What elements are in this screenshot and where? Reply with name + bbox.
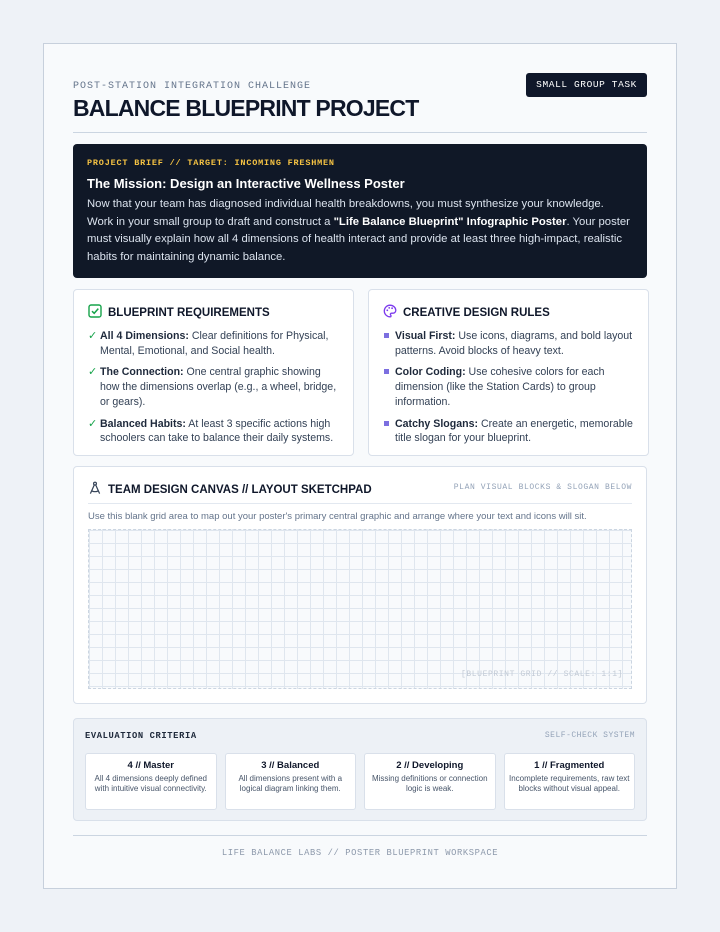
level-description: Incomplete requirements, raw text blocks without visual appeal. — [509, 774, 630, 794]
list-item — [88, 329, 339, 358]
square-bullet-icon — [384, 333, 389, 338]
item-text: Clear definitions for Physical, Mental, Emotional, and Social health. — [100, 330, 329, 357]
level-card-fragmented — [504, 753, 636, 810]
check-icon: ✓ — [88, 417, 98, 430]
footer-divider — [73, 835, 647, 836]
header-eyebrow: POST-STATION INTEGRATION CHALLENGE — [73, 81, 312, 92]
list-item — [88, 365, 339, 409]
list-item — [88, 417, 339, 446]
brief-body-text: Now that your team has diagnosed individual health breakdowns, you must synthesize your knowledge. Work in your small group to draft and construct a — [87, 198, 604, 228]
level-description: All 4 dimensions deeply defined with intuitive visual connectivity. — [94, 774, 207, 794]
level-name: 1 // Fragmented — [534, 760, 605, 771]
requirements-list — [88, 329, 339, 446]
brief-eyebrow: PROJECT BRIEF // TARGET: INCOMING FRESHMEN — [87, 158, 335, 168]
item-label: The Connection: — [100, 366, 184, 379]
check-icon: ✓ — [88, 366, 98, 379]
item-text: Create an energetic, memorable title slogan for your blueprint. — [395, 417, 633, 445]
brief-body-text-end: . Your poster must visually explain how all 4 dimensions of health interact and provide at least three high-impact, realistic habits for maintaining dynamic balance. — [87, 215, 630, 263]
item-text: Use cohesive colors for each dimension (like the Station Cards) to group information. — [395, 366, 605, 408]
brief-body — [87, 196, 633, 266]
item-text: One central graphic showing how the dimensions overlap (e.g., a wheel, bridge, or gears). — [100, 366, 337, 408]
page-footer: LIFE BALANCE LABS // POSTER BLUEPRINT WORKSPACE — [221, 848, 499, 858]
design-rules-card — [368, 289, 649, 456]
evaluation-levels — [85, 753, 635, 810]
design-canvas-card — [73, 466, 647, 704]
list-item — [383, 365, 634, 409]
level-card-developing — [364, 753, 496, 810]
page-title: BALANCE BLUEPRINT PROJECT — [73, 95, 419, 121]
square-bullet-icon — [384, 421, 389, 426]
design-rules-list — [383, 329, 634, 446]
brief-title: The Mission: Design an Interactive Wellness Poster — [87, 176, 405, 191]
design-rules-title: CREATIVE DESIGN RULES — [403, 306, 550, 319]
canvas-divider — [88, 503, 632, 504]
item-label: Visual First: — [395, 330, 456, 342]
evaluation-criteria — [73, 718, 647, 821]
canvas-instructions: Use this blank grid area to map out your poster's primary central graphic and arrange where your text and icons will sit. — [88, 511, 587, 522]
checklist-icon — [88, 304, 102, 321]
item-label: Catchy Slogans: — [395, 417, 479, 430]
brief-body-emphasis: "Life Balance Blueprint" Infographic Poster — [333, 215, 567, 228]
requirements-title: BLUEPRINT REQUIREMENTS — [108, 306, 270, 319]
header-divider — [73, 132, 647, 133]
level-card-balanced — [225, 753, 357, 810]
level-name: 4 // Master — [127, 760, 174, 771]
worksheet-page — [43, 43, 677, 889]
item-text: Use icons, diagrams, and bold layout patterns. Avoid blocks of heavy text. — [395, 330, 633, 357]
square-bullet-icon — [384, 369, 389, 374]
canvas-subheading: PLAN VISUAL BLOCKS & SLOGAN BELOW — [453, 483, 632, 492]
requirements-heading — [88, 304, 339, 321]
requirements-card — [73, 289, 354, 456]
project-brief — [73, 144, 647, 278]
canvas-title: TEAM DESIGN CANVAS // LAYOUT SKETCHPAD — [108, 483, 372, 496]
list-item — [383, 417, 634, 446]
level-card-master — [85, 753, 217, 810]
design-rules-heading — [383, 304, 634, 321]
compass-icon — [88, 481, 102, 498]
evaluation-subtitle: SELF-CHECK SYSTEM — [544, 731, 635, 740]
level-description: All dimensions present with a logical diagram linking them. — [238, 774, 343, 794]
level-name: 2 // Developing — [396, 760, 464, 771]
level-name: 3 // Balanced — [261, 760, 320, 771]
list-item — [383, 329, 634, 358]
item-label: Color Coding: — [395, 366, 466, 379]
level-description: Missing definitions or connection logic is weak. — [371, 774, 488, 794]
check-icon: ✓ — [88, 330, 98, 342]
grid-scale-label: [BLUEPRINT GRID // SCALE: 1:1] — [460, 670, 623, 679]
blueprint-grid[interactable] — [88, 529, 632, 689]
evaluation-title: EVALUATION CRITERIA — [85, 731, 197, 741]
item-label: Balanced Habits: — [100, 417, 186, 430]
item-label: All 4 Dimensions: — [100, 330, 189, 342]
task-badge: SMALL GROUP TASK — [526, 73, 647, 97]
item-text: At least 3 specific actions high schoolers can take to balance their daily systems. — [100, 417, 334, 445]
palette-icon — [383, 304, 397, 321]
